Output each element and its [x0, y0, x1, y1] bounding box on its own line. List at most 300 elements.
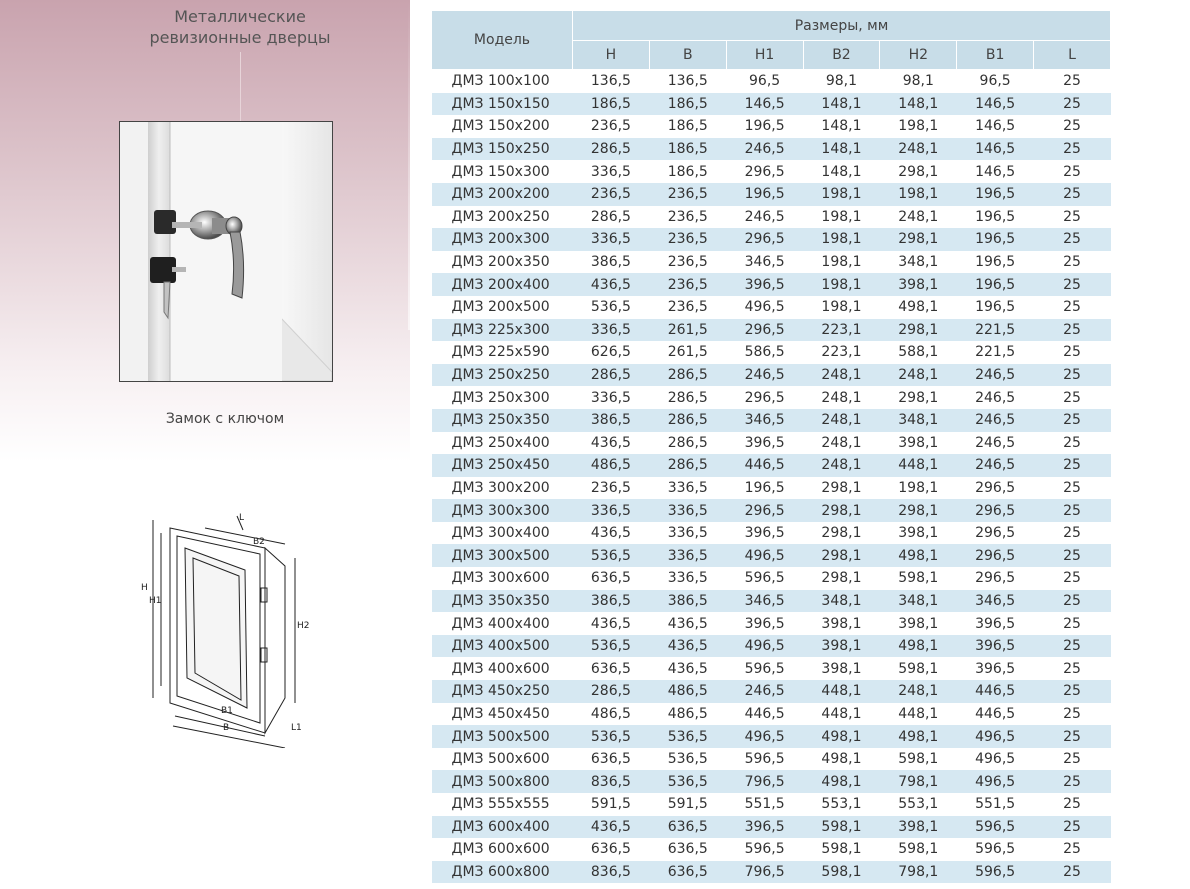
dimension-cell: 636,5 — [573, 838, 650, 861]
dimension-cell: 536,5 — [649, 770, 726, 793]
dimension-cell: 336,5 — [649, 544, 726, 567]
dimension-cell: 286,5 — [573, 138, 650, 161]
dimension-cell: 196,5 — [957, 251, 1034, 274]
model-cell: ДМЗ 500x600 — [432, 748, 573, 771]
dimension-cell: 386,5 — [573, 590, 650, 613]
dimension-cell: 25 — [1034, 364, 1111, 387]
dimension-cell: 336,5 — [649, 477, 726, 500]
dimension-cell: 236,5 — [573, 183, 650, 206]
dimension-cell: 396,5 — [726, 273, 803, 296]
dimension-cell: 136,5 — [649, 70, 726, 93]
dimension-cell: 248,1 — [880, 680, 957, 703]
table-row — [432, 567, 1111, 590]
dimension-cell: 436,5 — [649, 657, 726, 680]
dimension-cell: 296,5 — [957, 567, 1034, 590]
dimension-cell: 198,1 — [803, 228, 880, 251]
table-row — [432, 590, 1111, 613]
model-cell: ДМЗ 150x300 — [432, 160, 573, 183]
table-row — [432, 770, 1111, 793]
dimension-cell: 636,5 — [573, 567, 650, 590]
table-row — [432, 386, 1111, 409]
model-column-header: Модель — [432, 11, 573, 70]
dimensions-table-container — [431, 10, 1111, 883]
dimension-cell: 296,5 — [957, 499, 1034, 522]
dimension-cell: 498,1 — [803, 725, 880, 748]
column-header-h1: H1 — [726, 41, 803, 70]
dimension-cell: 261,5 — [649, 319, 726, 342]
dimension-cell: 498,1 — [803, 748, 880, 771]
dimension-cell: 448,1 — [803, 680, 880, 703]
column-header-h: H — [573, 41, 650, 70]
model-cell: ДМЗ 600x400 — [432, 816, 573, 839]
dimension-cell: 198,1 — [880, 183, 957, 206]
dimension-cell: 346,5 — [726, 409, 803, 432]
dimension-cell: 146,5 — [957, 93, 1034, 116]
dimension-cell: 25 — [1034, 477, 1111, 500]
model-cell: ДМЗ 250x400 — [432, 432, 573, 455]
dimension-cell: 486,5 — [573, 454, 650, 477]
dimension-cell: 436,5 — [573, 273, 650, 296]
model-cell: ДМЗ 600x800 — [432, 861, 573, 884]
dimension-cell: 296,5 — [726, 386, 803, 409]
photo-caption: Замок с ключом — [165, 411, 285, 427]
model-cell: ДМЗ 300x400 — [432, 522, 573, 545]
dimension-cell: 591,5 — [573, 793, 650, 816]
dimension-cell: 446,5 — [726, 454, 803, 477]
dimension-cell: 396,5 — [726, 612, 803, 635]
dimension-cell: 198,1 — [803, 251, 880, 274]
dimension-cell: 398,1 — [803, 612, 880, 635]
dimension-cell: 298,1 — [880, 386, 957, 409]
column-header-b: B — [649, 41, 726, 70]
model-cell: ДМЗ 300x600 — [432, 567, 573, 590]
table-row — [432, 409, 1111, 432]
dimension-cell: 498,1 — [803, 770, 880, 793]
dimension-cell: 25 — [1034, 499, 1111, 522]
dimension-cell: 636,5 — [573, 748, 650, 771]
dimension-cell: 248,1 — [880, 138, 957, 161]
dimension-cell: 536,5 — [573, 635, 650, 658]
dimension-cell: 536,5 — [573, 544, 650, 567]
dimension-cell: 223,1 — [803, 341, 880, 364]
dimension-cell: 798,1 — [880, 861, 957, 884]
dimension-cell: 96,5 — [957, 70, 1034, 93]
table-row — [432, 273, 1111, 296]
door-dimension-drawing — [135, 508, 310, 748]
dimension-cell: 25 — [1034, 703, 1111, 726]
dimension-cell: 636,5 — [649, 838, 726, 861]
dimension-cell: 298,1 — [803, 477, 880, 500]
dimension-cell: 496,5 — [957, 770, 1034, 793]
dimension-cell: 336,5 — [573, 160, 650, 183]
model-cell: ДМЗ 200x400 — [432, 273, 573, 296]
dimension-cell: 496,5 — [726, 296, 803, 319]
dimension-cell: 536,5 — [573, 725, 650, 748]
dimension-cell: 25 — [1034, 680, 1111, 703]
dimension-cell: 336,5 — [649, 499, 726, 522]
dimension-cell: 398,1 — [880, 273, 957, 296]
dimension-cell: 286,5 — [573, 206, 650, 229]
dimension-cell: 25 — [1034, 115, 1111, 138]
dimension-cell: 298,1 — [880, 160, 957, 183]
dimension-cell: 148,1 — [880, 93, 957, 116]
dimension-cell: 598,1 — [803, 861, 880, 884]
dimension-cell: 186,5 — [649, 160, 726, 183]
dimension-cell: 598,1 — [880, 567, 957, 590]
table-row — [432, 703, 1111, 726]
panel-divider — [408, 0, 410, 330]
column-header-l: L — [1034, 41, 1111, 70]
dimension-cell: 246,5 — [957, 454, 1034, 477]
table-row — [432, 657, 1111, 680]
dimension-cell: 25 — [1034, 70, 1111, 93]
dimension-cell: 148,1 — [803, 115, 880, 138]
dimension-cell: 221,5 — [957, 341, 1034, 364]
dimension-cell: 296,5 — [726, 319, 803, 342]
dimension-cell: 196,5 — [957, 273, 1034, 296]
table-row — [432, 160, 1111, 183]
dimension-cell: 498,1 — [880, 725, 957, 748]
dimension-cell: 248,1 — [880, 364, 957, 387]
model-cell: ДМЗ 300x500 — [432, 544, 573, 567]
table-row — [432, 816, 1111, 839]
dimensions-table — [431, 10, 1111, 883]
model-cell: ДМЗ 500x800 — [432, 770, 573, 793]
dimension-cell: 25 — [1034, 183, 1111, 206]
model-cell: ДМЗ 100x100 — [432, 70, 573, 93]
dimension-cell: 246,5 — [726, 680, 803, 703]
dimension-cell: 236,5 — [573, 477, 650, 500]
model-cell: ДМЗ 300x300 — [432, 499, 573, 522]
table-row — [432, 183, 1111, 206]
model-cell: ДМЗ 225x300 — [432, 319, 573, 342]
table-row — [432, 296, 1111, 319]
dimension-cell: 286,5 — [649, 386, 726, 409]
dimension-cell: 836,5 — [573, 861, 650, 884]
dimension-cell: 148,1 — [803, 160, 880, 183]
dimension-cell: 598,1 — [880, 748, 957, 771]
model-cell: ДМЗ 450x250 — [432, 680, 573, 703]
dimension-cell: 148,1 — [803, 138, 880, 161]
table-row — [432, 544, 1111, 567]
dimension-cell: 436,5 — [573, 432, 650, 455]
table-row — [432, 477, 1111, 500]
dimension-cell: 596,5 — [726, 748, 803, 771]
label-b1: B1 — [221, 706, 233, 716]
dimension-cell: 186,5 — [649, 93, 726, 116]
dimension-diagram — [135, 508, 310, 748]
table-row — [432, 725, 1111, 748]
dimension-cell: 236,5 — [649, 251, 726, 274]
dimension-cell: 496,5 — [726, 725, 803, 748]
dimension-cell: 386,5 — [573, 409, 650, 432]
dimension-cell: 25 — [1034, 793, 1111, 816]
dimension-cell: 386,5 — [573, 251, 650, 274]
dimension-cell: 496,5 — [957, 748, 1034, 771]
dimension-cell: 588,1 — [880, 341, 957, 364]
dimension-cell: 626,5 — [573, 341, 650, 364]
dimension-cell: 296,5 — [957, 522, 1034, 545]
dimension-cell: 598,1 — [803, 838, 880, 861]
dimension-cell: 536,5 — [649, 725, 726, 748]
dimension-cell: 25 — [1034, 341, 1111, 364]
dimension-cell: 798,1 — [880, 770, 957, 793]
dimension-cell: 146,5 — [957, 115, 1034, 138]
dimension-cell: 396,5 — [957, 635, 1034, 658]
dimension-cell: 286,5 — [573, 364, 650, 387]
dimension-cell: 298,1 — [803, 499, 880, 522]
table-row — [432, 228, 1111, 251]
dimension-cell: 25 — [1034, 748, 1111, 771]
dimension-cell: 25 — [1034, 432, 1111, 455]
dimension-cell: 448,1 — [803, 703, 880, 726]
dimension-cell: 196,5 — [726, 183, 803, 206]
model-cell: ДМЗ 200x500 — [432, 296, 573, 319]
title-line-1: Металлические — [174, 7, 306, 26]
dimension-cell: 636,5 — [649, 861, 726, 884]
dimension-cell: 551,5 — [726, 793, 803, 816]
dimension-cell: 496,5 — [957, 725, 1034, 748]
dimension-cell: 396,5 — [726, 816, 803, 839]
dimension-cell: 296,5 — [726, 160, 803, 183]
dimension-cell: 286,5 — [573, 680, 650, 703]
dimension-cell: 536,5 — [573, 296, 650, 319]
model-cell: ДМЗ 400x600 — [432, 657, 573, 680]
dimension-cell: 296,5 — [726, 499, 803, 522]
dimension-cell: 346,5 — [726, 251, 803, 274]
dimension-cell: 553,1 — [803, 793, 880, 816]
dimension-cell: 348,1 — [880, 590, 957, 613]
dimension-cell: 348,1 — [803, 590, 880, 613]
dimension-cell: 196,5 — [957, 296, 1034, 319]
dimension-cell: 196,5 — [957, 206, 1034, 229]
dimension-cell: 248,1 — [803, 409, 880, 432]
dimension-cell: 196,5 — [726, 115, 803, 138]
dimension-cell: 636,5 — [573, 657, 650, 680]
dimension-cell: 596,5 — [726, 567, 803, 590]
dimension-cell: 348,1 — [880, 251, 957, 274]
table-row — [432, 612, 1111, 635]
dimension-cell: 25 — [1034, 544, 1111, 567]
dimension-cell: 25 — [1034, 206, 1111, 229]
dimension-cell: 25 — [1034, 838, 1111, 861]
dimension-cell: 448,1 — [880, 703, 957, 726]
table-row — [432, 499, 1111, 522]
dimension-cell: 236,5 — [649, 183, 726, 206]
dimension-cell: 146,5 — [957, 160, 1034, 183]
dimension-cell: 348,1 — [880, 409, 957, 432]
dimension-cell: 298,1 — [880, 319, 957, 342]
dimension-cell: 398,1 — [880, 522, 957, 545]
dimension-cell: 836,5 — [573, 770, 650, 793]
dimension-cell: 136,5 — [573, 70, 650, 93]
dimension-cell: 598,1 — [880, 657, 957, 680]
dimension-cell: 398,1 — [803, 657, 880, 680]
dimension-cell: 261,5 — [649, 341, 726, 364]
dimension-cell: 496,5 — [726, 544, 803, 567]
dimension-cell: 236,5 — [649, 273, 726, 296]
table-row — [432, 793, 1111, 816]
dimension-cell: 25 — [1034, 522, 1111, 545]
model-cell: ДМЗ 300x200 — [432, 477, 573, 500]
dimension-cell: 596,5 — [957, 816, 1034, 839]
table-row — [432, 838, 1111, 861]
model-cell: ДМЗ 500x500 — [432, 725, 573, 748]
model-cell: ДМЗ 200x350 — [432, 251, 573, 274]
dimension-cell: 186,5 — [649, 115, 726, 138]
dimension-cell: 436,5 — [649, 612, 726, 635]
page-title — [120, 6, 360, 48]
lock-photo — [119, 121, 333, 382]
dimension-cell: 98,1 — [880, 70, 957, 93]
model-cell: ДМЗ 350x350 — [432, 590, 573, 613]
table-row — [432, 861, 1111, 884]
column-header-b1: B1 — [957, 41, 1034, 70]
dimension-cell: 398,1 — [880, 816, 957, 839]
model-cell: ДМЗ 225x590 — [432, 341, 573, 364]
dimension-cell: 346,5 — [957, 590, 1034, 613]
dimension-cell: 486,5 — [649, 680, 726, 703]
dimension-cell: 336,5 — [573, 386, 650, 409]
dimension-cell: 196,5 — [957, 228, 1034, 251]
dimension-cell: 25 — [1034, 612, 1111, 635]
dimension-cell: 298,1 — [880, 228, 957, 251]
model-cell: ДМЗ 200x300 — [432, 228, 573, 251]
dimension-cell: 286,5 — [649, 432, 726, 455]
dimension-cell: 336,5 — [573, 319, 650, 342]
dimension-cell: 198,1 — [803, 183, 880, 206]
model-cell: ДМЗ 250x250 — [432, 364, 573, 387]
dimension-cell: 446,5 — [726, 703, 803, 726]
dimension-cell: 25 — [1034, 138, 1111, 161]
dimension-cell: 25 — [1034, 228, 1111, 251]
dimension-cell: 296,5 — [957, 544, 1034, 567]
table-row — [432, 319, 1111, 342]
dimension-cell: 336,5 — [573, 499, 650, 522]
dimension-cell: 25 — [1034, 296, 1111, 319]
dimension-cell: 146,5 — [726, 93, 803, 116]
dimension-cell: 298,1 — [803, 567, 880, 590]
table-row — [432, 341, 1111, 364]
dimension-cell: 398,1 — [803, 635, 880, 658]
dimension-cell: 396,5 — [957, 612, 1034, 635]
dimension-cell: 196,5 — [957, 183, 1034, 206]
label-l: L — [239, 513, 245, 523]
dimension-cell: 25 — [1034, 816, 1111, 839]
dimension-cell: 25 — [1034, 251, 1111, 274]
label-b2: B2 — [253, 537, 265, 547]
dimension-cell: 298,1 — [880, 499, 957, 522]
dimension-cell: 236,5 — [649, 296, 726, 319]
dimension-cell: 236,5 — [649, 206, 726, 229]
model-cell: ДМЗ 250x450 — [432, 454, 573, 477]
dimension-cell: 586,5 — [726, 341, 803, 364]
dimension-cell: 448,1 — [880, 454, 957, 477]
column-header-b2: B2 — [803, 41, 880, 70]
dimension-cell: 248,1 — [880, 206, 957, 229]
dimension-cell: 25 — [1034, 273, 1111, 296]
model-cell: ДМЗ 600x600 — [432, 838, 573, 861]
dimension-cell: 96,5 — [726, 70, 803, 93]
dimensions-group-header: Размеры, мм — [573, 11, 1111, 41]
dimension-cell: 25 — [1034, 590, 1111, 613]
dimension-cell: 396,5 — [726, 522, 803, 545]
model-cell: ДМЗ 400x400 — [432, 612, 573, 635]
table-row — [432, 364, 1111, 387]
dimension-cell: 553,1 — [880, 793, 957, 816]
dimension-cell: 436,5 — [649, 635, 726, 658]
dimension-cell: 25 — [1034, 770, 1111, 793]
dimension-cell: 536,5 — [649, 748, 726, 771]
model-cell: ДМЗ 250x300 — [432, 386, 573, 409]
dimension-cell: 25 — [1034, 635, 1111, 658]
dimension-cell: 298,1 — [803, 522, 880, 545]
dimension-cell: 198,1 — [803, 296, 880, 319]
dimension-cell: 298,1 — [803, 544, 880, 567]
dimension-cell: 25 — [1034, 319, 1111, 342]
dimension-cell: 398,1 — [880, 612, 957, 635]
dimension-cell: 248,1 — [803, 386, 880, 409]
model-cell: ДМЗ 450x450 — [432, 703, 573, 726]
dimension-cell: 436,5 — [573, 816, 650, 839]
dimension-cell: 246,5 — [726, 364, 803, 387]
table-row — [432, 454, 1111, 477]
dimension-cell: 246,5 — [726, 138, 803, 161]
dimension-cell: 498,1 — [880, 635, 957, 658]
dimension-cell: 25 — [1034, 160, 1111, 183]
dimension-cell: 551,5 — [957, 793, 1034, 816]
dimension-cell: 498,1 — [880, 544, 957, 567]
model-cell: ДМЗ 555x555 — [432, 793, 573, 816]
table-row — [432, 432, 1111, 455]
dimension-cell: 596,5 — [957, 838, 1034, 861]
dimension-cell: 286,5 — [649, 454, 726, 477]
dimension-cell: 296,5 — [957, 477, 1034, 500]
label-h2: H2 — [297, 621, 310, 631]
dimension-cell: 396,5 — [726, 432, 803, 455]
table-row — [432, 748, 1111, 771]
dimension-cell: 248,1 — [803, 364, 880, 387]
dimension-cell: 636,5 — [649, 816, 726, 839]
dimension-cell: 246,5 — [957, 409, 1034, 432]
model-cell: ДМЗ 200x200 — [432, 183, 573, 206]
label-b: B — [223, 723, 230, 733]
dimension-cell: 186,5 — [649, 138, 726, 161]
dimension-cell: 223,1 — [803, 319, 880, 342]
dimension-cell: 25 — [1034, 725, 1111, 748]
label-l1: L1 — [291, 723, 302, 733]
title-rule — [240, 52, 241, 132]
dimension-cell: 148,1 — [803, 93, 880, 116]
dimension-cell: 25 — [1034, 657, 1111, 680]
dimension-cell: 336,5 — [649, 522, 726, 545]
dimension-cell: 286,5 — [649, 364, 726, 387]
dimension-cell: 596,5 — [726, 657, 803, 680]
model-cell: ДМЗ 150x150 — [432, 93, 573, 116]
dimension-cell: 25 — [1034, 93, 1111, 116]
dimension-cell: 146,5 — [957, 138, 1034, 161]
dimension-cell: 446,5 — [957, 680, 1034, 703]
dimension-cell: 598,1 — [880, 838, 957, 861]
dimension-cell: 98,1 — [803, 70, 880, 93]
dimension-cell: 248,1 — [803, 432, 880, 455]
dimension-cell: 436,5 — [573, 612, 650, 635]
title-line-2: ревизионные дверцы — [149, 28, 331, 47]
model-cell: ДМЗ 200x250 — [432, 206, 573, 229]
dimension-cell: 25 — [1034, 861, 1111, 884]
dimension-cell: 486,5 — [649, 703, 726, 726]
dimension-cell: 236,5 — [573, 115, 650, 138]
